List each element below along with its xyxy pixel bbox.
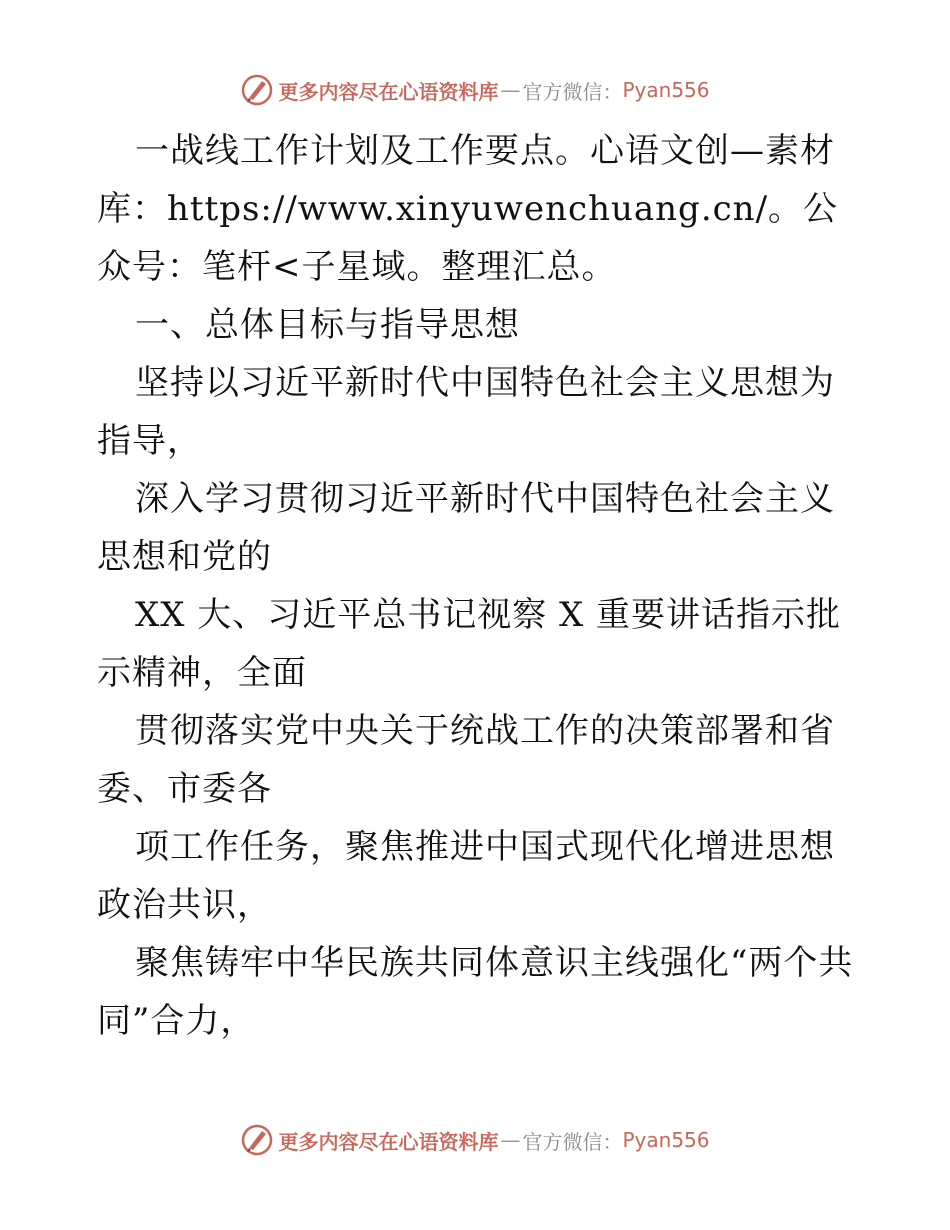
watermark-wechat-id: Pyan556 bbox=[622, 78, 710, 102]
paragraph: 坚持以习近平新时代中国特色社会主义思想为指导， bbox=[97, 363, 835, 461]
watermark-wechat-label: 官方微信： bbox=[522, 79, 623, 104]
quill-pen-logo-icon bbox=[240, 1123, 274, 1157]
watermark-site-text: 更多内容尽在心语资料库 bbox=[278, 1129, 499, 1154]
paragraph: 聚焦铸牢中华民族共同体意识主线强化“两个共同”合力， bbox=[97, 943, 854, 1041]
paragraph: XX 大、习近平总书记视察 X 重要讲话指示批示精神，全面 bbox=[97, 595, 842, 693]
header-watermark bbox=[0, 70, 950, 110]
paragraph-intro: 一战线工作计划及工作要点。心语文创—素材库：https://www.xinyuwenchuang.cn/。公众号：笔杆<子星域。整理汇总。 bbox=[97, 131, 839, 287]
paragraph: 深入学习贯彻习近平新时代中国特色社会主义思想和党的 bbox=[97, 479, 835, 577]
watermark-site-text: 更多内容尽在心语资料库 bbox=[278, 79, 499, 104]
footer-watermark bbox=[0, 1120, 950, 1160]
watermark-dash: — bbox=[500, 78, 521, 102]
paragraph: 项工作任务，聚焦推进中国式现代化增进思想政治共识， bbox=[97, 827, 835, 925]
quill-pen-logo-icon bbox=[240, 73, 274, 107]
section-heading: 一、总体目标与指导思想 bbox=[135, 305, 520, 345]
paragraph: 贯彻落实党中央关于统战工作的决策部署和省委、市委各 bbox=[97, 711, 835, 809]
watermark-wechat-id: Pyan556 bbox=[622, 1128, 710, 1152]
document-body bbox=[97, 122, 857, 1050]
watermark-dash: — bbox=[500, 1128, 521, 1152]
watermark-wechat-label: 官方微信： bbox=[522, 1129, 623, 1154]
